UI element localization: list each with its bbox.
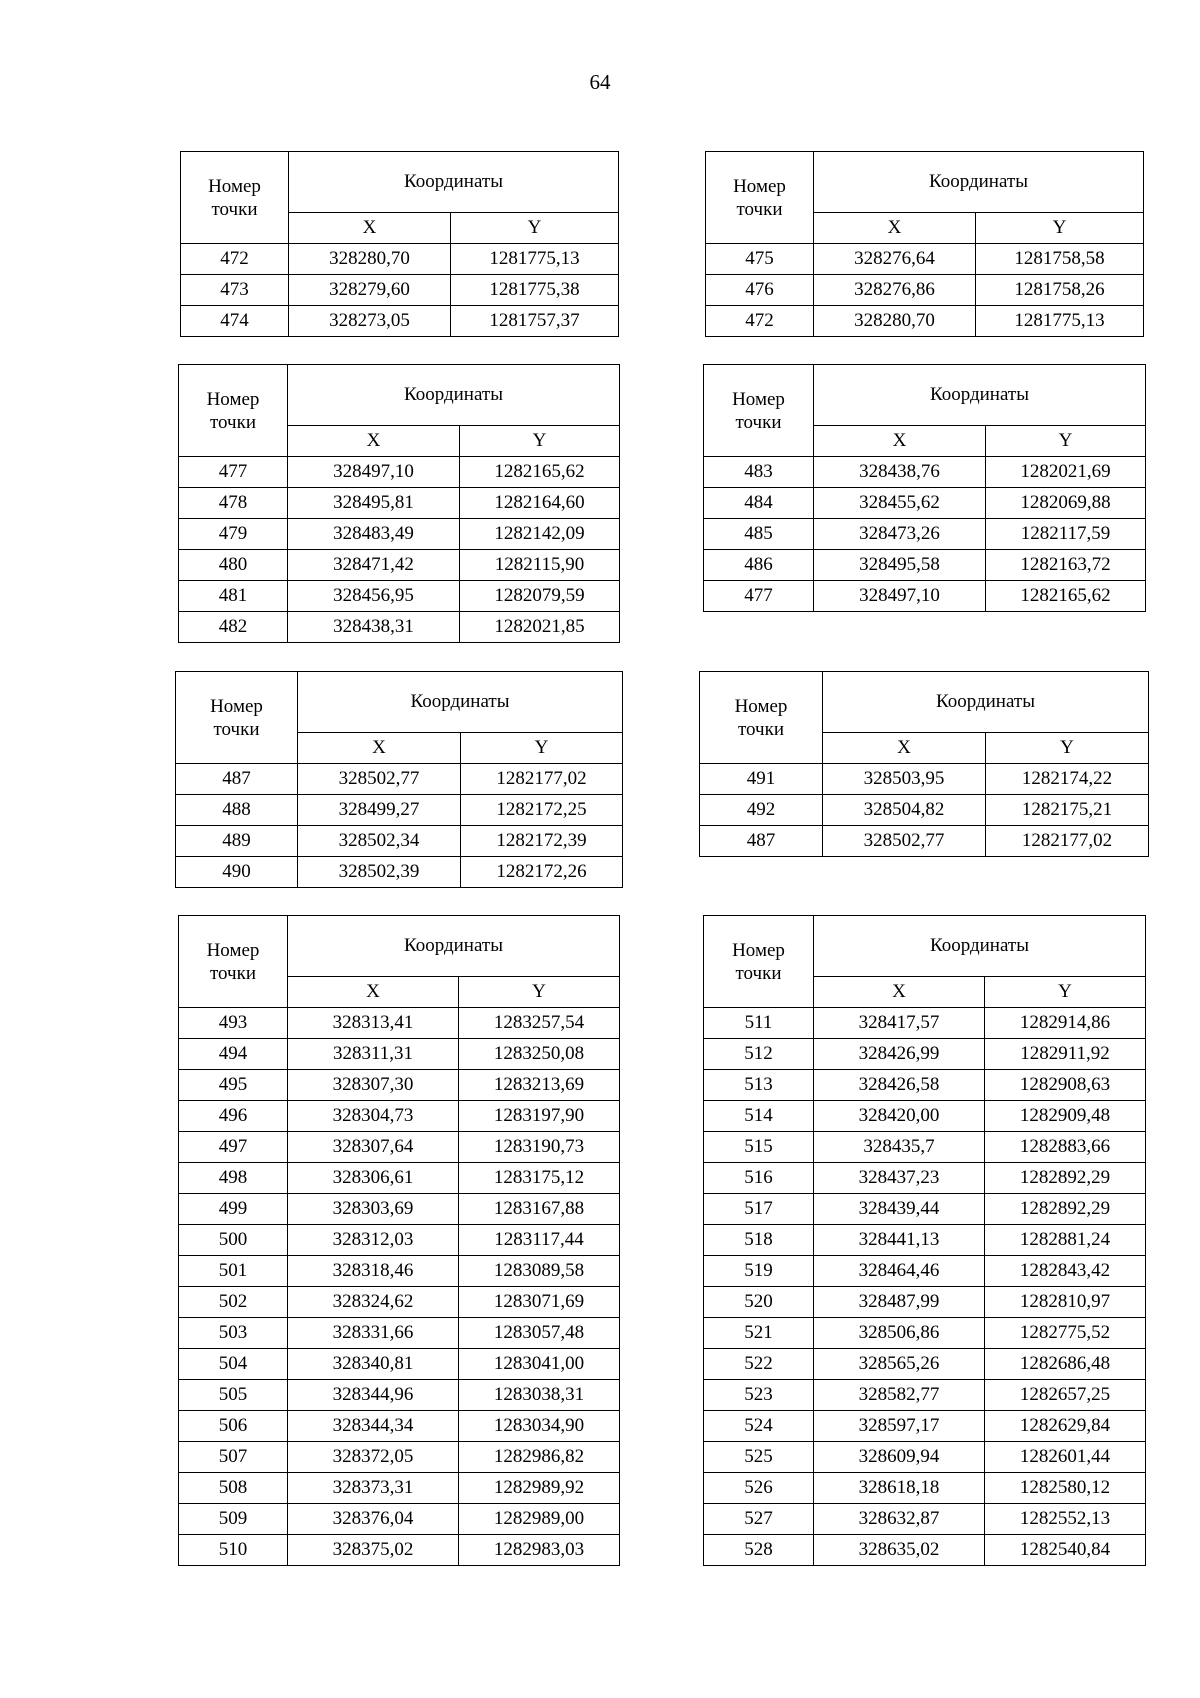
x-coordinate-cell: 328471,42 <box>288 550 460 581</box>
table-row <box>700 795 1149 826</box>
x-coordinate-cell: 328502,34 <box>298 826 461 857</box>
x-coordinate-cell: 328565,26 <box>814 1349 985 1380</box>
point-number-cell: 514 <box>704 1101 814 1132</box>
x-coordinate-cell: 328495,58 <box>814 550 986 581</box>
coordinates-table <box>705 151 1144 337</box>
y-coordinate-cell: 1281775,13 <box>976 306 1144 337</box>
point-number-cell: 509 <box>179 1504 288 1535</box>
y-coordinate-cell: 1283213,69 <box>459 1070 620 1101</box>
point-number-cell: 472 <box>706 306 814 337</box>
point-number-header-line2: точки <box>735 962 782 984</box>
point-number-header-line1: Номер <box>732 939 785 961</box>
y-coordinate-cell: 1282909,48 <box>985 1101 1146 1132</box>
coordinates-table <box>180 151 619 337</box>
table-row <box>704 1039 1146 1070</box>
point-number-header-line1: Номер <box>732 388 785 410</box>
table-row <box>179 519 620 550</box>
point-number-cell: 513 <box>704 1070 814 1101</box>
y-coordinate-cell: 1282908,63 <box>985 1070 1146 1101</box>
table-row <box>179 1380 620 1411</box>
x-coordinate-cell: 328373,31 <box>288 1473 459 1504</box>
y-coordinate-cell: 1282552,13 <box>985 1504 1146 1535</box>
y-coordinate-cell: 1282177,02 <box>461 764 623 795</box>
y-coordinate-cell: 1282983,03 <box>459 1535 620 1566</box>
point-number-cell: 518 <box>704 1225 814 1256</box>
table-row <box>179 1008 620 1039</box>
point-number-cell: 477 <box>179 457 288 488</box>
table-row <box>704 1349 1146 1380</box>
point-number-cell: 498 <box>179 1163 288 1194</box>
table-row <box>700 764 1149 795</box>
table-row <box>704 1225 1146 1256</box>
x-coordinate-cell: 328635,02 <box>814 1535 985 1566</box>
y-coordinate-cell: 1282172,39 <box>461 826 623 857</box>
x-coordinate-cell: 328313,41 <box>288 1008 459 1039</box>
x-coordinate-cell: 328276,64 <box>814 244 976 275</box>
table-row <box>706 306 1144 337</box>
x-coordinate-cell: 328307,30 <box>288 1070 459 1101</box>
coordinates-header: Координаты <box>814 365 1146 426</box>
table-row <box>179 1473 620 1504</box>
table-row <box>179 1535 620 1566</box>
point-number-cell: 489 <box>176 826 298 857</box>
table-row <box>704 1132 1146 1163</box>
y-coordinate-cell: 1282892,29 <box>985 1163 1146 1194</box>
x-coordinate-cell: 328304,73 <box>288 1101 459 1132</box>
x-column-header: X <box>288 426 460 457</box>
table-row <box>181 275 619 306</box>
x-coordinate-cell: 328597,17 <box>814 1411 985 1442</box>
point-number-cell: 482 <box>179 612 288 643</box>
y-coordinate-cell: 1283175,12 <box>459 1163 620 1194</box>
x-coordinate-cell: 328483,49 <box>288 519 460 550</box>
table-row <box>704 1194 1146 1225</box>
y-coordinate-cell: 1282174,22 <box>986 764 1149 795</box>
table-row <box>704 1442 1146 1473</box>
y-coordinate-cell: 1282165,62 <box>460 457 620 488</box>
table-row <box>176 764 623 795</box>
x-coordinate-cell: 328279,60 <box>289 275 451 306</box>
y-coordinate-cell: 1283117,44 <box>459 1225 620 1256</box>
table-row <box>704 488 1146 519</box>
y-coordinate-cell: 1283089,58 <box>459 1256 620 1287</box>
x-coordinate-cell: 328506,86 <box>814 1318 985 1349</box>
y-coordinate-cell: 1282580,12 <box>985 1473 1146 1504</box>
x-coordinate-cell: 328464,46 <box>814 1256 985 1287</box>
table-row <box>176 795 623 826</box>
y-coordinate-cell: 1282686,48 <box>985 1349 1146 1380</box>
x-coordinate-cell: 328582,77 <box>814 1380 985 1411</box>
point-number-cell: 524 <box>704 1411 814 1442</box>
point-number-cell: 485 <box>704 519 814 550</box>
x-coordinate-cell: 328273,05 <box>289 306 451 337</box>
y-column-header: Y <box>459 977 620 1008</box>
x-coordinate-cell: 328307,64 <box>288 1132 459 1163</box>
table-row <box>704 519 1146 550</box>
table-row <box>181 244 619 275</box>
y-coordinate-cell: 1282989,00 <box>459 1504 620 1535</box>
point-number-header <box>704 916 814 1008</box>
table-row <box>176 857 623 888</box>
x-coordinate-cell: 328439,44 <box>814 1194 985 1225</box>
table-row <box>704 1287 1146 1318</box>
y-coordinate-cell: 1281775,38 <box>451 275 619 306</box>
y-coordinate-cell: 1283071,69 <box>459 1287 620 1318</box>
point-number-cell: 502 <box>179 1287 288 1318</box>
table-row <box>704 550 1146 581</box>
x-coordinate-cell: 328344,34 <box>288 1411 459 1442</box>
x-coordinate-cell: 328438,31 <box>288 612 460 643</box>
y-coordinate-cell: 1281758,58 <box>976 244 1144 275</box>
point-number-cell: 475 <box>706 244 814 275</box>
y-column-header: Y <box>451 213 619 244</box>
table-row <box>179 1070 620 1101</box>
table-row <box>700 826 1149 857</box>
table-row <box>179 1349 620 1380</box>
table-row <box>179 1318 620 1349</box>
table-row <box>179 1504 620 1535</box>
point-number-cell: 479 <box>179 519 288 550</box>
x-coordinate-cell: 328609,94 <box>814 1442 985 1473</box>
point-number-cell: 505 <box>179 1380 288 1411</box>
y-coordinate-cell: 1281758,26 <box>976 275 1144 306</box>
y-coordinate-cell: 1282775,52 <box>985 1318 1146 1349</box>
x-column-header: X <box>823 733 986 764</box>
x-coordinate-cell: 328306,61 <box>288 1163 459 1194</box>
x-coordinate-cell: 328376,04 <box>288 1504 459 1535</box>
y-coordinate-cell: 1282079,59 <box>460 581 620 612</box>
point-number-cell: 483 <box>704 457 814 488</box>
table-row <box>179 1163 620 1194</box>
x-coordinate-cell: 328456,95 <box>288 581 460 612</box>
y-coordinate-cell: 1282601,44 <box>985 1442 1146 1473</box>
point-number-header <box>181 152 289 244</box>
point-number-cell: 480 <box>179 550 288 581</box>
table-row <box>176 826 623 857</box>
point-number-header-line2: точки <box>737 718 784 740</box>
x-coordinate-cell: 328435,7 <box>814 1132 985 1163</box>
table-row <box>706 275 1144 306</box>
y-coordinate-cell: 1282164,60 <box>460 488 620 519</box>
point-number-cell: 517 <box>704 1194 814 1225</box>
point-number-cell: 473 <box>181 275 289 306</box>
point-number-cell: 528 <box>704 1535 814 1566</box>
table-row <box>704 1380 1146 1411</box>
point-number-cell: 500 <box>179 1225 288 1256</box>
x-coordinate-cell: 328437,23 <box>814 1163 985 1194</box>
point-number-cell: 492 <box>700 795 823 826</box>
point-number-cell: 488 <box>176 795 298 826</box>
point-number-cell: 527 <box>704 1504 814 1535</box>
point-number-cell: 496 <box>179 1101 288 1132</box>
coordinates-header: Координаты <box>814 916 1146 977</box>
point-number-cell: 526 <box>704 1473 814 1504</box>
point-number-header-line2: точки <box>209 411 256 433</box>
point-number-cell: 472 <box>181 244 289 275</box>
coordinates-header: Координаты <box>814 152 1144 213</box>
x-coordinate-cell: 328426,58 <box>814 1070 985 1101</box>
point-number-cell: 519 <box>704 1256 814 1287</box>
point-number-header-line2: точки <box>209 962 256 984</box>
y-column-header: Y <box>460 426 620 457</box>
y-coordinate-cell: 1282911,92 <box>985 1039 1146 1070</box>
y-coordinate-cell: 1282172,26 <box>461 857 623 888</box>
x-coordinate-cell: 328372,05 <box>288 1442 459 1473</box>
coordinates-table <box>178 364 620 643</box>
x-coordinate-cell: 328503,95 <box>823 764 986 795</box>
table-row <box>181 306 619 337</box>
point-number-cell: 477 <box>704 581 814 612</box>
y-coordinate-cell: 1282540,84 <box>985 1535 1146 1566</box>
coordinates-table <box>175 671 623 888</box>
x-coordinate-cell: 328497,10 <box>814 581 986 612</box>
y-coordinate-cell: 1282163,72 <box>986 550 1146 581</box>
y-coordinate-cell: 1282021,85 <box>460 612 620 643</box>
point-number-cell: 495 <box>179 1070 288 1101</box>
table-row <box>706 244 1144 275</box>
x-coordinate-cell: 328497,10 <box>288 457 460 488</box>
table-row <box>704 1504 1146 1535</box>
table-row <box>704 457 1146 488</box>
table-row <box>179 1256 620 1287</box>
y-column-header: Y <box>461 733 623 764</box>
table-row <box>704 1318 1146 1349</box>
x-coordinate-cell: 328280,70 <box>289 244 451 275</box>
y-coordinate-cell: 1282881,24 <box>985 1225 1146 1256</box>
point-number-header <box>700 672 823 764</box>
point-number-cell: 501 <box>179 1256 288 1287</box>
point-number-cell: 520 <box>704 1287 814 1318</box>
x-column-header: X <box>814 426 986 457</box>
point-number-cell: 515 <box>704 1132 814 1163</box>
table-row <box>179 550 620 581</box>
x-coordinate-cell: 328495,81 <box>288 488 460 519</box>
coordinates-header: Координаты <box>289 152 619 213</box>
x-coordinate-cell: 328455,62 <box>814 488 986 519</box>
x-coordinate-cell: 328632,87 <box>814 1504 985 1535</box>
y-coordinate-cell: 1283190,73 <box>459 1132 620 1163</box>
table-row <box>179 1039 620 1070</box>
coordinates-header: Координаты <box>298 672 623 733</box>
point-number-header-line2: точки <box>736 198 783 220</box>
y-coordinate-cell: 1282165,62 <box>986 581 1146 612</box>
table-row <box>179 457 620 488</box>
table-row <box>179 1411 620 1442</box>
x-column-header: X <box>288 977 459 1008</box>
table-row <box>179 1442 620 1473</box>
x-coordinate-cell: 328502,39 <box>298 857 461 888</box>
coordinates-header: Координаты <box>288 916 620 977</box>
y-coordinate-cell: 1282629,84 <box>985 1411 1146 1442</box>
point-number-cell: 487 <box>176 764 298 795</box>
point-number-cell: 523 <box>704 1380 814 1411</box>
point-number-cell: 476 <box>706 275 814 306</box>
coordinates-table <box>178 915 620 1566</box>
y-coordinate-cell: 1282843,42 <box>985 1256 1146 1287</box>
y-column-header: Y <box>976 213 1144 244</box>
y-column-header: Y <box>985 977 1146 1008</box>
y-coordinate-cell: 1282989,92 <box>459 1473 620 1504</box>
y-coordinate-cell: 1283038,31 <box>459 1380 620 1411</box>
point-number-header-line2: точки <box>735 411 782 433</box>
point-number-header <box>176 672 298 764</box>
y-coordinate-cell: 1281757,37 <box>451 306 619 337</box>
x-coordinate-cell: 328438,76 <box>814 457 986 488</box>
y-coordinate-cell: 1282021,69 <box>986 457 1146 488</box>
y-column-header: Y <box>986 426 1146 457</box>
x-coordinate-cell: 328504,82 <box>823 795 986 826</box>
table-row <box>704 581 1146 612</box>
coordinates-header: Координаты <box>823 672 1149 733</box>
table-row <box>704 1535 1146 1566</box>
point-number-cell: 521 <box>704 1318 814 1349</box>
x-column-header: X <box>298 733 461 764</box>
x-coordinate-cell: 328344,96 <box>288 1380 459 1411</box>
point-number-header-line1: Номер <box>208 175 261 197</box>
x-coordinate-cell: 328311,31 <box>288 1039 459 1070</box>
y-coordinate-cell: 1282069,88 <box>986 488 1146 519</box>
table-row <box>179 612 620 643</box>
y-coordinate-cell: 1282892,29 <box>985 1194 1146 1225</box>
x-coordinate-cell: 328417,57 <box>814 1008 985 1039</box>
y-coordinate-cell: 1282986,82 <box>459 1442 620 1473</box>
point-number-header <box>179 365 288 457</box>
point-number-cell: 512 <box>704 1039 814 1070</box>
point-number-cell: 493 <box>179 1008 288 1039</box>
point-number-cell: 497 <box>179 1132 288 1163</box>
table-row <box>179 1132 620 1163</box>
point-number-cell: 490 <box>176 857 298 888</box>
point-number-cell: 511 <box>704 1008 814 1039</box>
x-coordinate-cell: 328426,99 <box>814 1039 985 1070</box>
point-number-cell: 506 <box>179 1411 288 1442</box>
point-number-cell: 478 <box>179 488 288 519</box>
x-coordinate-cell: 328502,77 <box>823 826 986 857</box>
point-number-cell: 487 <box>700 826 823 857</box>
point-number-header <box>704 365 814 457</box>
point-number-header <box>706 152 814 244</box>
x-coordinate-cell: 328340,81 <box>288 1349 459 1380</box>
y-coordinate-cell: 1282883,66 <box>985 1132 1146 1163</box>
coordinates-table <box>699 671 1149 857</box>
y-coordinate-cell: 1282142,09 <box>460 519 620 550</box>
y-coordinate-cell: 1283197,90 <box>459 1101 620 1132</box>
y-coordinate-cell: 1283167,88 <box>459 1194 620 1225</box>
page-number: 64 <box>589 70 611 94</box>
x-coordinate-cell: 328280,70 <box>814 306 976 337</box>
y-coordinate-cell: 1282115,90 <box>460 550 620 581</box>
point-number-cell: 507 <box>179 1442 288 1473</box>
x-coordinate-cell: 328312,03 <box>288 1225 459 1256</box>
point-number-cell: 481 <box>179 581 288 612</box>
point-number-cell: 508 <box>179 1473 288 1504</box>
point-number-cell: 474 <box>181 306 289 337</box>
point-number-cell: 504 <box>179 1349 288 1380</box>
point-number-header-line1: Номер <box>210 695 263 717</box>
y-coordinate-cell: 1282177,02 <box>986 826 1149 857</box>
point-number-cell: 522 <box>704 1349 814 1380</box>
x-coordinate-cell: 328420,00 <box>814 1101 985 1132</box>
point-number-header-line1: Номер <box>733 175 786 197</box>
x-column-header: X <box>814 977 985 1008</box>
y-coordinate-cell: 1282914,86 <box>985 1008 1146 1039</box>
x-column-header: X <box>289 213 451 244</box>
point-number-cell: 503 <box>179 1318 288 1349</box>
y-coordinate-cell: 1282172,25 <box>461 795 623 826</box>
y-coordinate-cell: 1282657,25 <box>985 1380 1146 1411</box>
y-coordinate-cell: 1283057,48 <box>459 1318 620 1349</box>
table-row <box>179 1225 620 1256</box>
coordinates-header: Координаты <box>288 365 620 426</box>
y-coordinate-cell: 1283250,08 <box>459 1039 620 1070</box>
point-number-cell: 486 <box>704 550 814 581</box>
x-coordinate-cell: 328499,27 <box>298 795 461 826</box>
table-row <box>179 1101 620 1132</box>
x-column-header: X <box>814 213 976 244</box>
point-number-header-line1: Номер <box>206 388 260 410</box>
x-coordinate-cell: 328618,18 <box>814 1473 985 1504</box>
table-row <box>179 1194 620 1225</box>
coordinates-table <box>703 915 1146 1566</box>
point-number-header-line2: точки <box>211 198 258 220</box>
y-coordinate-cell: 1281775,13 <box>451 244 619 275</box>
x-coordinate-cell: 328375,02 <box>288 1535 459 1566</box>
point-number-header-line1: Номер <box>206 939 260 961</box>
point-number-cell: 494 <box>179 1039 288 1070</box>
point-number-cell: 525 <box>704 1442 814 1473</box>
table-row <box>179 581 620 612</box>
y-column-header: Y <box>986 733 1149 764</box>
point-number-cell: 516 <box>704 1163 814 1194</box>
table-row <box>179 488 620 519</box>
y-coordinate-cell: 1283034,90 <box>459 1411 620 1442</box>
table-row <box>179 1287 620 1318</box>
x-coordinate-cell: 328303,69 <box>288 1194 459 1225</box>
y-coordinate-cell: 1282117,59 <box>986 519 1146 550</box>
x-coordinate-cell: 328276,86 <box>814 275 976 306</box>
x-coordinate-cell: 328324,62 <box>288 1287 459 1318</box>
coordinates-table <box>703 364 1146 612</box>
point-number-header <box>179 916 288 1008</box>
x-coordinate-cell: 328331,66 <box>288 1318 459 1349</box>
y-coordinate-cell: 1283257,54 <box>459 1008 620 1039</box>
x-coordinate-cell: 328318,46 <box>288 1256 459 1287</box>
y-coordinate-cell: 1282175,21 <box>986 795 1149 826</box>
x-coordinate-cell: 328473,26 <box>814 519 986 550</box>
table-row <box>704 1101 1146 1132</box>
point-number-cell: 491 <box>700 764 823 795</box>
point-number-cell: 484 <box>704 488 814 519</box>
point-number-cell: 499 <box>179 1194 288 1225</box>
table-row <box>704 1070 1146 1101</box>
table-row <box>704 1163 1146 1194</box>
table-row <box>704 1473 1146 1504</box>
x-coordinate-cell: 328441,13 <box>814 1225 985 1256</box>
table-row <box>704 1008 1146 1039</box>
point-number-header-line2: точки <box>213 718 260 740</box>
y-coordinate-cell: 1282810,97 <box>985 1287 1146 1318</box>
point-number-header-line1: Номер <box>734 695 788 717</box>
x-coordinate-cell: 328502,77 <box>298 764 461 795</box>
table-row <box>704 1411 1146 1442</box>
y-coordinate-cell: 1283041,00 <box>459 1349 620 1380</box>
point-number-cell: 510 <box>179 1535 288 1566</box>
x-coordinate-cell: 328487,99 <box>814 1287 985 1318</box>
table-row <box>704 1256 1146 1287</box>
